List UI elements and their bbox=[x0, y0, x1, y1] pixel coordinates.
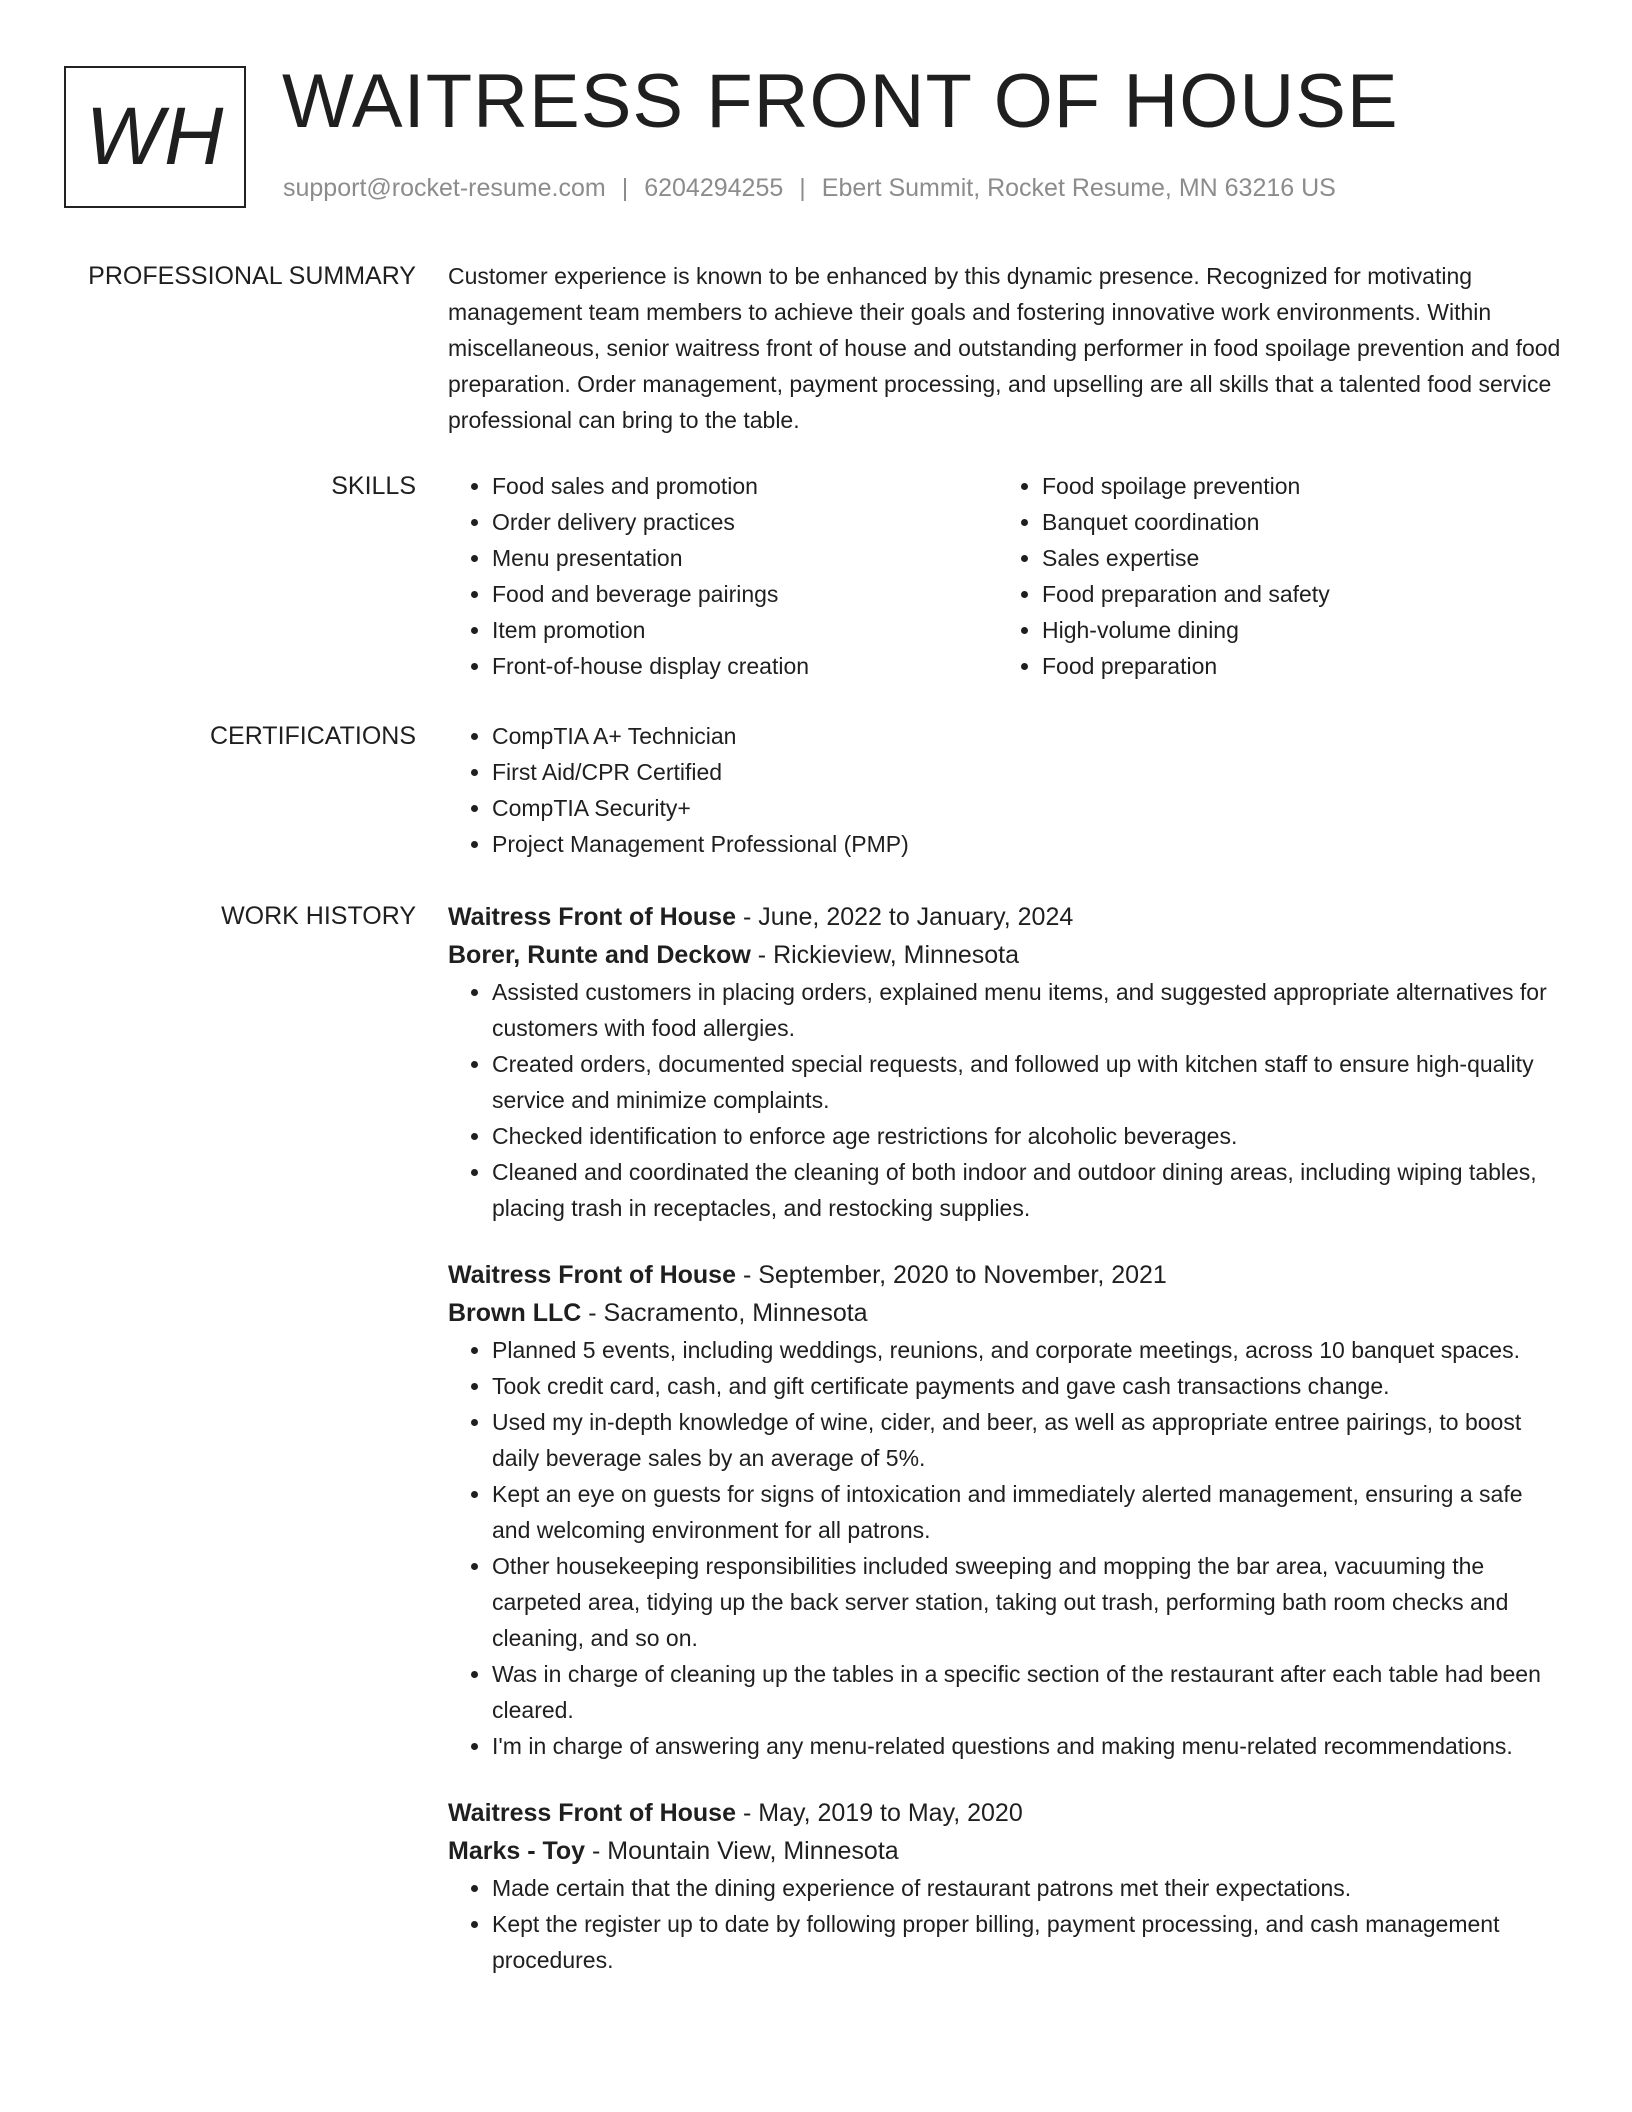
job-dates: - June, 2022 to January, 2024 bbox=[736, 903, 1074, 931]
skill-item: • Sales expertise bbox=[1042, 540, 1548, 576]
section-label: PROFESSIONAL SUMMARY bbox=[88, 262, 416, 290]
job-entry bbox=[448, 898, 1564, 1226]
skill-item: • Order delivery practices bbox=[492, 504, 998, 540]
job-company-line bbox=[448, 936, 1564, 974]
job-bullets bbox=[448, 1870, 1564, 1978]
job-company: Borer, Runte and Deckow bbox=[448, 941, 751, 969]
job-bullet: • Cleaned and coordinated the cleaning of both indoor and outdoor dining areas, including wiping tables, placing trash in receptacles, and restocking supplies. bbox=[492, 1154, 1564, 1226]
skill-item: • Food sales and promotion bbox=[492, 468, 998, 504]
skill-item: • Menu presentation bbox=[492, 540, 998, 576]
resume-title: WAITRESS FRONT OF HOUSE bbox=[282, 59, 1399, 144]
job-title: Waitress Front of House bbox=[448, 1261, 736, 1289]
job-company: Marks - Toy bbox=[448, 1837, 586, 1865]
job-title-line bbox=[448, 1256, 1564, 1294]
contact-separator: | bbox=[621, 174, 629, 202]
skill-item: • High-volume dining bbox=[1042, 612, 1548, 648]
job-bullet: • Checked identification to enforce age restrictions for alcoholic beverages. bbox=[492, 1118, 1564, 1154]
certification-item: • First Aid/CPR Certified bbox=[492, 754, 1564, 790]
job-bullet: • Created orders, documented special requests, and followed up with kitchen staff to ensure high-quality service and minimize complaints. bbox=[492, 1046, 1564, 1118]
skill-item: • Banquet coordination bbox=[1042, 504, 1548, 540]
contact-separator: | bbox=[799, 174, 806, 202]
contact-line bbox=[283, 174, 1336, 203]
skill-item: • Food preparation and safety bbox=[1042, 576, 1548, 612]
contact-phone: 6204294255 bbox=[644, 174, 784, 202]
job-bullet: • Assisted customers in placing orders, explained menu items, and suggested appropriate alternatives for customers with food allergies. bbox=[492, 974, 1564, 1046]
job-dates: - September, 2020 to November, 2021 bbox=[736, 1261, 1167, 1289]
skill-item: • Food spoilage prevention bbox=[1042, 468, 1548, 504]
job-title: Waitress Front of House bbox=[448, 903, 736, 931]
job-title-line bbox=[448, 1794, 1564, 1832]
job-entry bbox=[448, 1794, 1564, 1978]
section-label: SKILLS bbox=[331, 472, 416, 500]
summary-text: Customer experience is known to be enhanced by this dynamic presence. Recognized for motivating management team members to achieve their goals and fostering innovative work environments. Within miscellaneous, senior waitress front of house and outstanding performer in food spoilage prevention and food preparation. Order management, payment processing, and upselling are all skills that a talented food service professional can bring to the table. bbox=[448, 263, 1561, 433]
job-location: - Sacramento, Minnesota bbox=[581, 1299, 868, 1327]
job-location: - Mountain View, Minnesota bbox=[585, 1837, 899, 1865]
job-company-line bbox=[448, 1832, 1564, 1870]
job-bullets bbox=[448, 1332, 1564, 1764]
skills-list-right bbox=[998, 468, 1548, 684]
skill-item: • Item promotion bbox=[492, 612, 998, 648]
job-location: - Rickieview, Minnesota bbox=[750, 941, 1020, 969]
contact-address: Ebert Summit, Rocket Resume, MN 63216 US bbox=[821, 174, 1336, 202]
job-bullet: • Other housekeeping responsibilities included sweeping and mopping the bar area, vacuuming the carpeted area, tidying up the back server station, taking out trash, performing bath room checks and cleaning, and so on. bbox=[492, 1548, 1564, 1656]
job-title: Waitress Front of House bbox=[448, 1799, 736, 1827]
certification-item: • CompTIA A+ Technician bbox=[492, 718, 1564, 754]
certifications-list bbox=[448, 718, 1564, 862]
section-label: WORK HISTORY bbox=[221, 902, 416, 930]
job-bullet: • Planned 5 events, including weddings, reunions, and corporate meetings, across 10 banquet spaces. bbox=[492, 1332, 1564, 1368]
job-entry bbox=[448, 1256, 1564, 1764]
job-bullet: • Kept the register up to date by following proper billing, payment processing, and cash management procedures. bbox=[492, 1906, 1564, 1978]
job-bullet: • Kept an eye on guests for signs of intoxication and immediately alerted management, ensuring a safe and welcoming environment for all patrons. bbox=[492, 1476, 1564, 1548]
job-title-line bbox=[448, 898, 1564, 936]
certification-item: • CompTIA Security+ bbox=[492, 790, 1564, 826]
job-bullet: • Made certain that the dining experience of restaurant patrons met their expectations. bbox=[492, 1870, 1564, 1906]
skill-item: • Food preparation bbox=[1042, 648, 1548, 684]
job-bullet: • Used my in-depth knowledge of wine, cider, and beer, as well as appropriate entree pairings, to boost daily beverage sales by an average of 5%. bbox=[492, 1404, 1564, 1476]
contact-email: support@rocket-resume.com bbox=[283, 174, 606, 202]
skills-list-left bbox=[448, 468, 998, 684]
monogram: WH bbox=[64, 66, 246, 208]
job-bullet: • Took credit card, cash, and gift certificate payments and gave cash transactions change. bbox=[492, 1368, 1564, 1404]
job-company: Brown LLC bbox=[448, 1299, 582, 1327]
job-bullet: • I'm in charge of answering any menu-related questions and making menu-related recommendations. bbox=[492, 1728, 1564, 1764]
job-bullets bbox=[448, 974, 1564, 1226]
section-label: CERTIFICATIONS bbox=[209, 722, 416, 750]
skill-item: • Food and beverage pairings bbox=[492, 576, 998, 612]
skill-item: • Front-of-house display creation bbox=[492, 648, 998, 684]
certification-item: • Project Management Professional (PMP) bbox=[492, 826, 1564, 862]
job-company-line bbox=[448, 1294, 1564, 1332]
job-dates: - May, 2019 to May, 2020 bbox=[736, 1799, 1023, 1827]
job-bullet: • Was in charge of cleaning up the tables in a specific section of the restaurant after each table had been cleared. bbox=[492, 1656, 1564, 1728]
